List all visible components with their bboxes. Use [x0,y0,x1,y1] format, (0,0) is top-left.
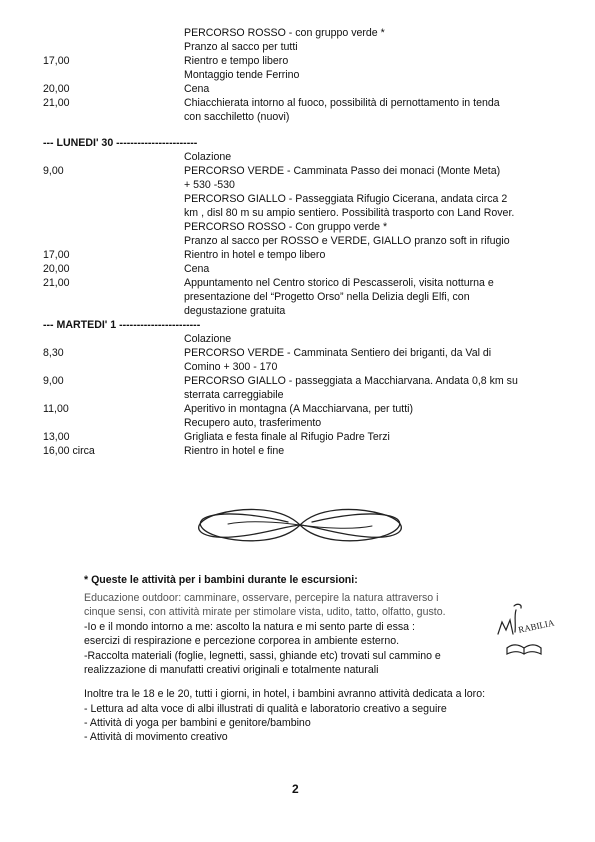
mirabilia-logo-icon [494,600,556,662]
kids-line: realizzazione di manufatti creativi originali e totalmente naturali [84,664,379,676]
activity-line: Cena [184,263,210,275]
activity-line: Pranzo al sacco per tutti [184,41,298,53]
activity-line: PERCORSO ROSSO - Con gruppo verde * [184,221,388,233]
activity-line: con sacchiletto (nuovi) [184,111,290,123]
activity-line: degustazione gratuita [184,305,286,317]
time-label: 17,00 [43,249,70,261]
kids-extra-line: Inoltre tra le 18 e le 20, tutti i giorni, in hotel, i bambini avranno attività dedicata a loro: [84,688,486,700]
activity-line: PERCORSO GIALLO - Passeggiata Rifugio Cicerana, andata circa 2 [184,193,508,205]
time-label: 9,00 [43,375,64,387]
activity-line: Rientro e tempo libero [184,55,289,67]
page-number: 2 [292,782,299,796]
activity-line: km , disl 80 m su ampio sentiero. Possibilità trasporto con Land Rover. [184,207,515,219]
activity-line: Appuntamento nel Centro storico di Pescasseroli, visita notturna e [184,277,494,289]
time-label: 16,00 circa [43,445,95,457]
kids-section-title: * Queste le attività per i bambini durante le escursioni: [84,574,358,586]
svg-text:RABILIA: RABILIA [517,617,556,635]
time-label: 21,00 [43,277,70,289]
kids-line: Educazione outdoor: camminare, osservare, percepire la natura attraverso i [84,592,439,604]
time-label: 17,00 [43,55,70,67]
activity-line: PERCORSO GIALLO - passeggiata a Macchiarvana. Andata 0,8 km su [184,375,518,387]
activity-line: Grigliata e festa finale al Rifugio Padre Terzi [184,431,390,443]
time-label: 8,30 [43,347,64,359]
kids-line: -Raccolta materiali (foglie, legnetti, sassi, ghiande etc) trovati sul cammino e [84,650,441,662]
kids-extra-line: - Attività di movimento creativo [84,731,228,743]
kids-line: -Io e il mondo intorno a me: ascolto la natura e mi sento parte di essa : [84,621,415,633]
activity-line: sterrata carreggiabile [184,389,284,401]
activity-line: PERCORSO VERDE - Camminata Passo dei monaci (Monte Meta) [184,165,501,177]
time-label: 21,00 [43,97,70,109]
activity-line: PERCORSO VERDE - Camminata Sentiero dei briganti, da Val di [184,347,492,359]
activity-line: presentazione del “Progetto Orso” nella Delizia degli Elfi, con [184,291,470,303]
activity-line: Cena [184,83,210,95]
time-label: 20,00 [43,263,70,275]
activity-line: Aperitivo in montagna (A Macchiarvana, per tutti) [184,403,414,415]
activity-line: + 530 -530 [184,179,235,191]
time-label: 20,00 [43,83,70,95]
activity-line: Recupero auto, trasferimento [184,417,322,429]
activity-line: Rientro in hotel e tempo libero [184,249,326,261]
kids-line: esercizi di respirazione e percezione corporea in ambiente esterno. [84,635,400,647]
time-label: 13,00 [43,431,70,443]
activity-line: Montaggio tende Ferrino [184,69,300,81]
activity-line: Comino + 300 - 170 [184,361,278,373]
activity-line: Colazione [184,151,232,163]
kids-extra-line: - Attività di yoga per bambini e genitore/bambino [84,717,311,729]
activity-line: Pranzo al sacco per ROSSO e VERDE, GIALLO pranzo soft in rifugio [184,235,510,247]
day-heading-monday: --- LUNEDI' 30 ----------------------- [43,137,198,149]
activity-line: Rientro in hotel e fine [184,445,285,457]
day-heading-tuesday: --- MARTEDI' 1 ----------------------- [43,319,201,331]
time-label: 9,00 [43,165,64,177]
flourish-divider-icon [188,500,412,550]
time-label: 11,00 [43,403,69,415]
activity-line: PERCORSO ROSSO - con gruppo verde * [184,27,385,39]
kids-line: cinque sensi, con attività mirate per stimolare vista, udito, tatto, olfatto, gusto. [84,606,446,618]
activity-line: Chiacchierata intorno al fuoco, possibilità di pernottamento in tenda [184,97,500,109]
kids-extra-line: - Lettura ad alta voce di albi illustrati di qualità e laboratorio creativo a seguire [84,703,447,715]
activity-line: Colazione [184,333,232,345]
